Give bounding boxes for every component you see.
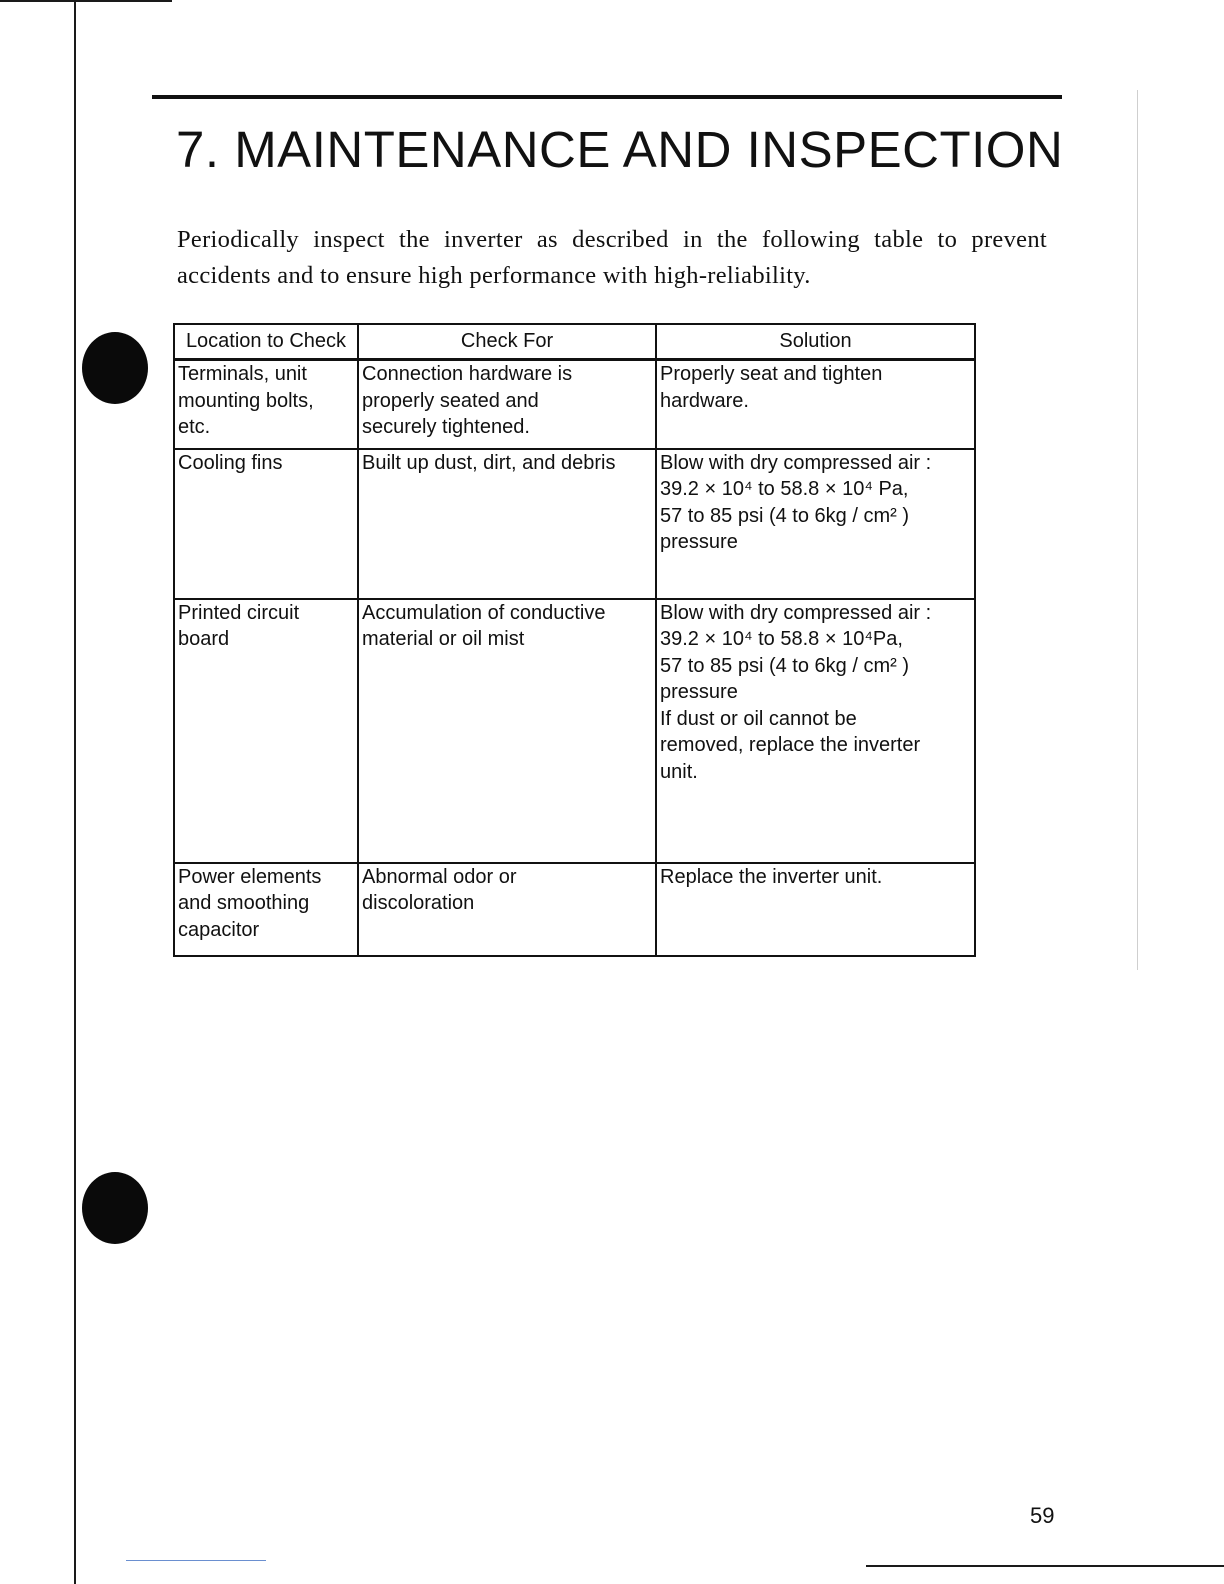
intro-paragraph: Periodically inspect the inverter as described in the following table to prevent accidents and to ensure high performance with high-reliability. — [177, 226, 1047, 289]
table-row — [174, 863, 975, 956]
title-rule — [152, 95, 1062, 99]
maintenance-table — [173, 323, 976, 957]
scan-left-edge — [74, 0, 76, 1584]
cell-check-for: Built up dust, dirt, and debris — [358, 449, 656, 599]
cell-check-for: Accumulation of conductive material or oil mist — [358, 599, 656, 863]
scan-right-edge — [1137, 90, 1138, 970]
table-row — [174, 599, 975, 863]
table-row — [174, 449, 975, 599]
table-header-row — [174, 324, 975, 360]
cell-location: Power elements and smoothing capacitor — [174, 863, 358, 956]
table-row — [174, 360, 975, 449]
punch-hole-top — [82, 332, 148, 404]
header-check-for: Check For — [358, 324, 656, 360]
scan-top-edge — [0, 0, 172, 2]
header-location: Location to Check — [174, 324, 358, 360]
cell-solution: Blow with dry compressed air : 39.2 × 10⁴ to 58.8 × 10⁴ Pa, 57 to 85 psi (4 to 6kg / cm² ) pressure — [656, 449, 975, 599]
cell-location: Printed circuit board — [174, 599, 358, 863]
header-solution: Solution — [656, 324, 975, 360]
cell-solution: Properly seat and tighten hardware. — [656, 360, 975, 449]
cell-check-for: Abnormal odor or discoloration — [358, 863, 656, 956]
cell-check-for: Connection hardware is properly seated and securely tightened. — [358, 360, 656, 449]
scan-bottom-edge — [866, 1565, 1224, 1567]
punch-hole-bottom — [82, 1172, 148, 1244]
cell-solution: Blow with dry compressed air : 39.2 × 10⁴ to 58.8 × 10⁴Pa, 57 to 85 psi (4 to 6kg / cm² ) pressure If dust or oil cannot be removed, replace the inverter unit. — [656, 599, 975, 863]
cell-location: Cooling fins — [174, 449, 358, 599]
scan-bottom-mark — [126, 1560, 266, 1561]
page-number: 59 — [1030, 1503, 1055, 1528]
page-title: 7. MAINTENANCE AND INSPECTION — [176, 121, 1064, 178]
cell-location: Terminals, unit mounting bolts, etc. — [174, 360, 358, 449]
cell-solution: Replace the inverter unit. — [656, 863, 975, 956]
